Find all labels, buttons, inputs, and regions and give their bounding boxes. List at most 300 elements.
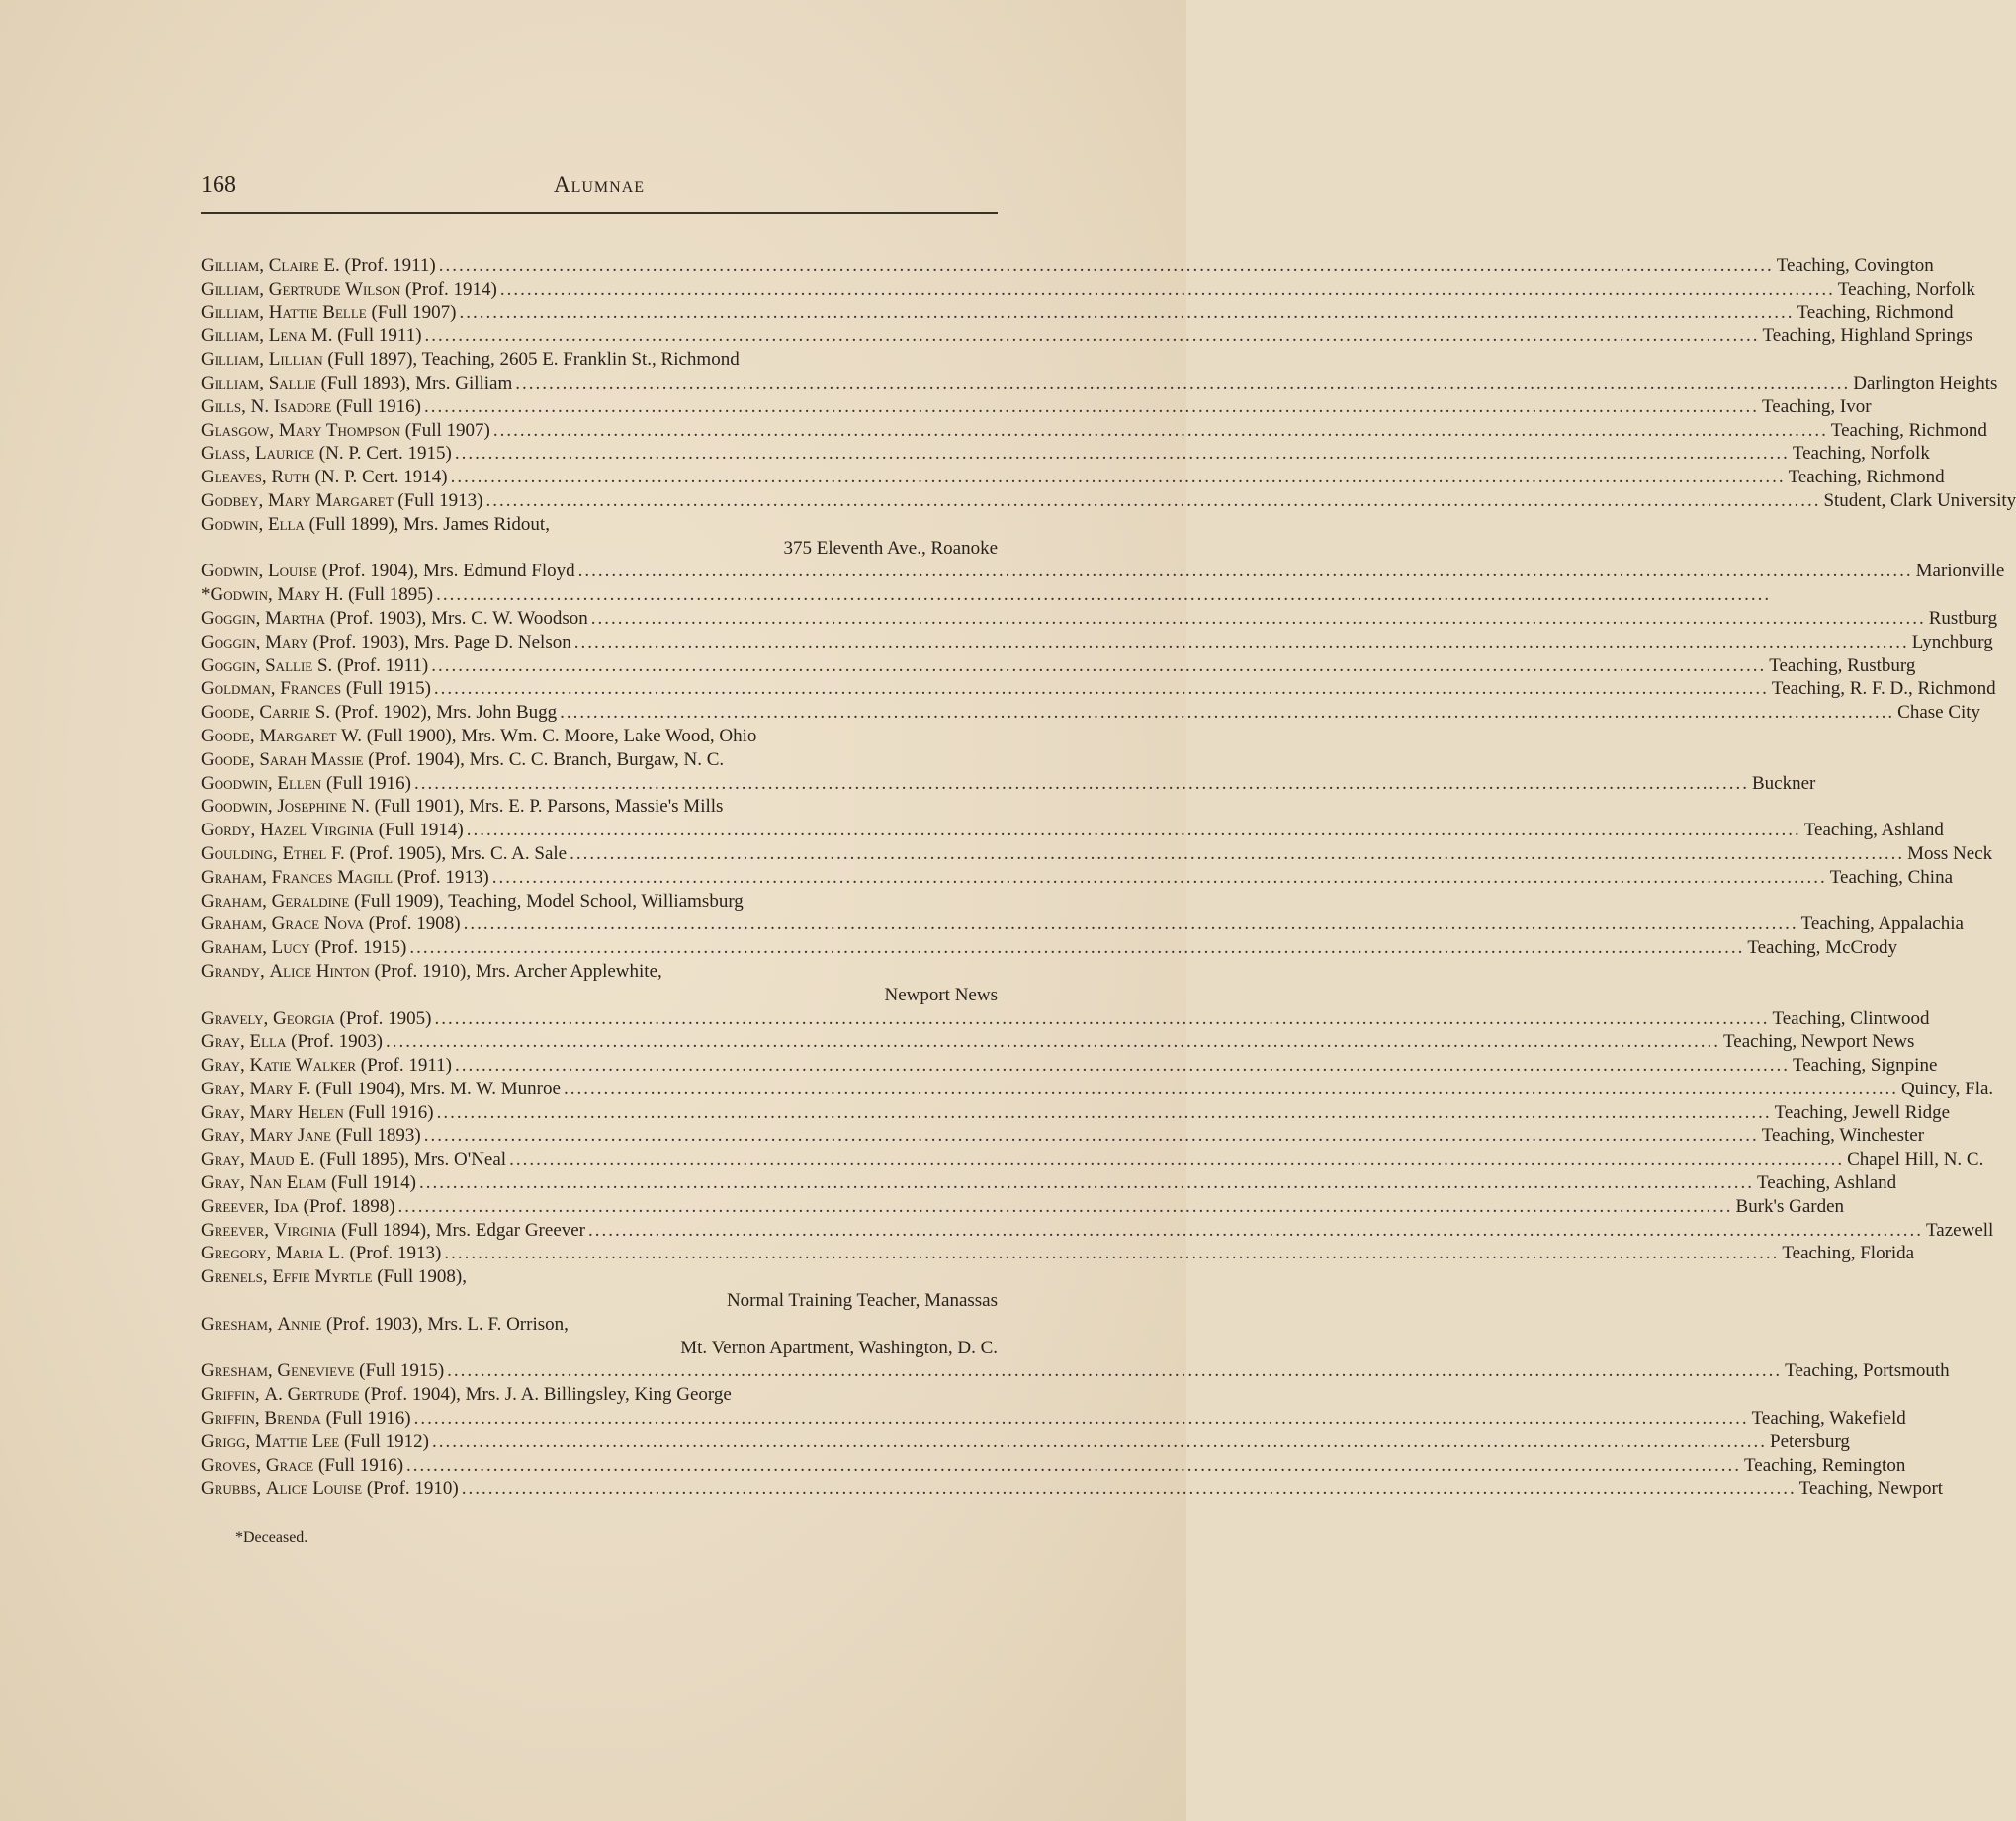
entry-name	[201, 748, 724, 772]
entry-details: (Full 1915)	[354, 1360, 445, 1382]
entry-details: (Prof. 1903), Mrs. Page D. Nelson	[307, 631, 571, 652]
entry-surname: Greever,	[201, 1195, 270, 1217]
entry-name	[201, 1195, 395, 1219]
entry-name	[201, 890, 744, 913]
dot-leader: ........................................................................................................................................................................................................	[413, 1408, 1749, 1430]
dot-leader: ........................................................................................................................................................................................................	[436, 1101, 1772, 1123]
entry-name	[201, 1054, 452, 1078]
entry-name	[201, 302, 457, 325]
entry-given-name: Brenda	[264, 1408, 321, 1430]
entry-surname: Grandy,	[201, 960, 265, 982]
entry-name	[201, 348, 740, 372]
entry-details: (Full 1914)	[326, 1172, 417, 1194]
dot-leader: ........................................................................................................................................................................................................	[406, 1454, 1742, 1476]
entry-destination: Teaching, Newport	[1798, 1478, 1944, 1500]
entry-surname: Graham,	[201, 937, 267, 959]
list-item	[201, 489, 2016, 513]
entry-given-name: Mary Jane	[249, 1125, 331, 1147]
entry-continuation: Mt. Vernon Apartment, Washington, D. C.	[680, 1337, 998, 1358]
entry-details: (Full 1899), Mrs. James Ridout,	[304, 513, 550, 535]
entry-details: F. (Full 1904), Mrs. M. W. Munroe	[293, 1078, 561, 1099]
entry-surname: Goggin,	[201, 654, 261, 676]
entry-details: (Full 1907)	[366, 302, 457, 323]
entry-name	[201, 1078, 561, 1101]
entry-details: (Full 1893), Mrs. Gilliam	[315, 372, 513, 393]
entry-details: (Prof. 1904), Mrs. Edmund Floyd	[316, 561, 575, 582]
list-item	[201, 466, 1945, 489]
entry-surname: Goode,	[201, 702, 255, 724]
entry-name	[201, 1030, 383, 1054]
entry-surname: Goldman,	[201, 678, 276, 700]
entry-name	[201, 254, 436, 278]
entry-continuation: Normal Training Teacher, Manassas	[726, 1290, 998, 1312]
entry-surname: Goggin,	[201, 631, 261, 652]
entry-surname: Godwin,	[201, 513, 264, 535]
list-item	[201, 866, 1954, 890]
entry-given-name: Lena	[268, 325, 307, 347]
entry-given-name: N. Isadore	[250, 395, 332, 417]
entry-given-name: Katie Walker	[249, 1055, 357, 1077]
entry-given-name: Martha	[265, 607, 325, 629]
entry-surname: Grubbs,	[201, 1478, 262, 1500]
entry-surname: Goode,	[201, 748, 255, 770]
entry-surname: Glasgow,	[201, 419, 275, 441]
entry-name	[201, 701, 557, 725]
entry-name	[201, 842, 567, 866]
entry-details: (Full 1916)	[343, 1101, 434, 1123]
entry-details: (Full 1897), Teaching, 2605 E. Franklin St., Richmond	[322, 349, 740, 371]
entry-name	[201, 631, 571, 654]
dot-leader: ........................................................................................................................................................................................................	[433, 678, 1769, 700]
entry-name	[201, 1454, 403, 1478]
entry-surname: Goodwin,	[201, 796, 273, 818]
entry-given-name: Mary Thompson	[278, 419, 401, 441]
entry-destination: Teaching, Newport News	[1723, 1031, 1915, 1053]
entry-surname: Gills,	[201, 395, 246, 417]
dot-leader: ........................................................................................................................................................................................................	[450, 467, 1786, 488]
entry-destination: Burk's Garden	[1735, 1195, 1845, 1217]
dot-leader: ........................................................................................................................................................................................................	[588, 1219, 1924, 1241]
entry-details: W. (Full 1900), Mrs. Wm. C. Moore, Lake Wood, Ohio	[336, 725, 757, 746]
list-item	[201, 1359, 1950, 1383]
entry-continuation: 375 Eleventh Ave., Roanoke	[783, 537, 998, 559]
entry-name	[201, 654, 428, 678]
entry-name	[201, 866, 489, 890]
entry-surname: Gresham,	[201, 1313, 273, 1335]
entry-surname: Goode,	[201, 725, 255, 746]
list-item	[201, 1265, 998, 1289]
list-item	[201, 1101, 1951, 1125]
entry-given-name: Mary	[277, 584, 321, 606]
list-item	[201, 1054, 1938, 1078]
list-item	[201, 1171, 1897, 1195]
entry-surname: Griffin,	[201, 1408, 260, 1430]
list-item	[201, 1195, 1845, 1219]
entry-destination: Teaching, Remington	[1744, 1454, 1906, 1476]
entry-details: E. (Prof. 1911)	[318, 255, 436, 276]
entry-details: S. (Prof. 1902), Mrs. John Bugg	[310, 702, 558, 724]
list-item	[201, 819, 1944, 842]
dot-leader: ........................................................................................................................................................................................................	[434, 1007, 1770, 1029]
entry-surname: Gray,	[201, 1078, 245, 1099]
entry-details: (Prof. 1903), Mrs. C. W. Woodson	[325, 607, 588, 629]
list-item	[201, 772, 1816, 796]
entry-name	[201, 819, 464, 842]
entry-name	[201, 1431, 429, 1454]
dot-leader: ........................................................................................................................................................................................................	[491, 866, 1827, 888]
entry-surname: Groves,	[201, 1454, 262, 1476]
entry-surname: Gray,	[201, 1031, 245, 1053]
entry-details: (N. P. Cert. 1915)	[314, 443, 452, 465]
entry-name	[201, 607, 588, 631]
entry-details: S. (Prof. 1911)	[312, 654, 429, 676]
list-item	[201, 795, 998, 819]
list-item	[201, 960, 998, 984]
entry-name	[201, 772, 411, 796]
dot-leader: ........................................................................................................................................................................................................	[454, 1055, 1790, 1077]
entry-destination: Teaching, Richmond	[1797, 302, 1954, 323]
entry-name	[201, 1359, 444, 1383]
list-item	[201, 912, 1964, 936]
entry-surname: Griffin,	[201, 1384, 260, 1406]
entry-details: (Full 1909), Teaching, Model School, Williamsburg	[349, 890, 744, 911]
entry-surname: Glass,	[201, 443, 251, 465]
entry-given-name: Carrie	[259, 702, 311, 724]
entry-details: (Prof. 1910), Mrs. Archer Applewhite,	[369, 960, 662, 982]
list-item	[201, 302, 1954, 325]
entry-surname: Greever,	[201, 1219, 270, 1241]
entry-details: (Full 1916)	[313, 1454, 404, 1476]
entry-details: (Full 1915)	[341, 678, 431, 700]
entry-details: (Full 1908),	[372, 1266, 467, 1288]
entry-given-name: Annie	[277, 1313, 322, 1335]
entry-details: (Prof. 1914)	[400, 278, 497, 300]
dot-leader: ........................................................................................................................................................................................................	[499, 278, 1835, 300]
entry-given-name: Sallie	[265, 654, 313, 676]
entry-name	[201, 395, 421, 419]
entry-given-name: Mary	[249, 1078, 294, 1099]
entry-surname: Gray,	[201, 1172, 245, 1194]
entry-destination: Teaching, Norfolk	[1792, 443, 1930, 465]
entry-surname: Grigg,	[201, 1431, 251, 1452]
list-item	[201, 419, 1987, 443]
list-item	[201, 607, 1998, 631]
dot-leader: ........................................................................................................................................................................................................	[419, 1172, 1755, 1194]
entry-details: (Prof. 1898)	[298, 1195, 395, 1217]
entry-given-name: Margaret	[259, 725, 337, 746]
list-item	[201, 1477, 1944, 1501]
entry-name	[201, 583, 433, 607]
entry-destination: Tazewell	[1926, 1219, 1994, 1241]
entry-given-name: Mary Margaret	[268, 489, 394, 511]
list-item	[201, 1383, 998, 1407]
entry-details: (Prof. 1911)	[356, 1055, 452, 1077]
entry-destination: Quincy, Fla.	[1900, 1078, 1994, 1099]
entry-surname: Gray,	[201, 1055, 245, 1077]
entry-name	[201, 1477, 459, 1501]
dot-leader: ........................................................................................................................................................................................................	[563, 1078, 1898, 1099]
entry-destination: Teaching, Jewell Ridge	[1774, 1101, 1951, 1123]
entry-destination: Teaching, Wakefield	[1751, 1408, 1906, 1430]
entry-name	[201, 1383, 732, 1407]
entry-destination: Teaching, Richmond	[1830, 419, 1987, 441]
entry-given-name: Josephine	[277, 796, 347, 818]
dot-leader: ........................................................................................................................................................................................................	[590, 607, 1926, 629]
entry-given-name: Lillian	[268, 349, 323, 371]
entry-details: (Prof. 1903)	[286, 1031, 384, 1053]
entry-name	[201, 1407, 411, 1431]
entry-details: (Full 1912)	[339, 1431, 430, 1452]
dot-leader: ........................................................................................................................................................................................................	[436, 584, 1772, 606]
entry-details: (Full 1893)	[330, 1125, 421, 1147]
entry-destination: Teaching, Ashland	[1757, 1172, 1897, 1194]
entry-details: (Prof. 1903), Mrs. L. F. Orrison,	[321, 1313, 569, 1335]
entry-details: (N. P. Cert. 1914)	[309, 467, 448, 488]
entry-destination: Rustburg	[1928, 607, 1998, 629]
entry-details: (Full 1913)	[393, 489, 483, 511]
dot-leader: ........................................................................................................................................................................................................	[466, 820, 1801, 841]
dot-leader: ........................................................................................................................................................................................................	[560, 702, 1895, 724]
entry-continuation: Newport News	[884, 984, 998, 1005]
entry-given-name: Frances Magill	[271, 866, 394, 888]
entry-surname: Gilliam,	[201, 302, 264, 323]
entry-surname: Graham,	[201, 913, 267, 935]
dot-leader: ........................................................................................................................................................................................................	[463, 913, 1798, 935]
list-item	[201, 984, 998, 1007]
entry-destination: Teaching, Winchester	[1761, 1125, 1925, 1147]
dot-leader: ........................................................................................................................................................................................................	[454, 443, 1790, 465]
entry-destination: Teaching, Richmond	[1788, 467, 1945, 488]
entry-name	[201, 1265, 467, 1289]
entry-details: (Full 1916)	[321, 772, 411, 794]
entry-given-name: Mary	[265, 631, 308, 652]
list-item	[201, 442, 1930, 466]
entry-given-name: Virginia	[273, 1219, 337, 1241]
running-head: Alumnae	[553, 172, 646, 197]
entry-surname: Gilliam,	[201, 325, 264, 347]
entry-name	[201, 795, 723, 819]
entry-details: (Full 1914)	[373, 820, 464, 841]
list-item	[201, 1407, 1906, 1431]
entry-destination: Teaching, Florida	[1782, 1243, 1915, 1264]
list-item	[201, 278, 1975, 302]
list-item	[201, 1148, 1984, 1171]
entry-name	[201, 442, 452, 466]
entry-name	[201, 1148, 506, 1171]
entry-surname: Goggin,	[201, 607, 261, 629]
entry-destination: Teaching, Clintwood	[1772, 1007, 1930, 1029]
entry-details: (Prof. 1913)	[393, 866, 489, 888]
list-item	[201, 537, 998, 561]
entry-destination: Teaching, Covington	[1776, 255, 1934, 276]
entry-surname: *Godwin,	[201, 584, 273, 606]
entry-given-name: Maria	[275, 1243, 324, 1264]
entry-details: N. (Full 1901), Mrs. E. P. Parsons, Massie's Mills	[346, 796, 724, 818]
entry-given-name: Grace	[265, 1454, 314, 1476]
entry-surname: Godbey,	[201, 489, 264, 511]
entry-surname: Gilliam,	[201, 372, 264, 393]
entry-name	[201, 560, 575, 583]
entry-name	[201, 936, 406, 960]
entry-details: (Prof. 1905)	[334, 1007, 432, 1029]
entry-details: (Prof. 1904), Mrs. J. A. Billingsley, King George	[359, 1384, 732, 1406]
dot-leader: ........................................................................................................................................................................................................	[438, 255, 1774, 276]
dot-leader: ........................................................................................................................................................................................................	[515, 372, 1851, 393]
entry-name	[201, 912, 461, 936]
entry-surname: Gray,	[201, 1125, 245, 1147]
entry-given-name: Mattie Lee	[255, 1431, 340, 1452]
entry-name	[201, 960, 662, 984]
list-item	[201, 513, 998, 537]
entry-name	[201, 1124, 421, 1148]
entry-given-name: Sarah Massie	[259, 748, 364, 770]
list-item	[201, 890, 998, 913]
entry-given-name: Effie Myrtle	[272, 1266, 373, 1288]
list-item	[201, 701, 1981, 725]
list-item	[201, 372, 1998, 395]
page-header	[201, 168, 998, 214]
list-item	[201, 1078, 1994, 1101]
entry-destination: Teaching, Highland Springs	[1762, 325, 1972, 347]
list-item	[201, 748, 998, 772]
entry-destination: Moss Neck	[1907, 842, 1993, 864]
entry-name	[201, 1313, 569, 1337]
entry-name	[201, 1242, 441, 1265]
list-item	[201, 1289, 998, 1313]
dot-leader: ........................................................................................................................................................................................................	[424, 395, 1760, 417]
entry-details: (Full 1907)	[400, 419, 490, 441]
entry-given-name: Laurice	[255, 443, 315, 465]
entry-destination: Chase City	[1897, 702, 1981, 724]
entry-given-name: Hattie Belle	[268, 302, 367, 323]
entry-surname: Gilliam,	[201, 255, 264, 276]
entry-name	[201, 725, 756, 748]
entry-destination: Student, Clark University	[1823, 489, 2016, 511]
entry-given-name: Mary Helen	[249, 1101, 344, 1123]
entry-destination: Teaching, Appalachia	[1800, 913, 1964, 935]
entry-details: (Prof. 1915)	[309, 937, 407, 959]
list-item	[201, 936, 1898, 960]
entry-details: (Full 1916)	[331, 395, 422, 417]
list-item	[201, 1219, 1994, 1243]
entry-name	[201, 513, 550, 537]
entry-given-name: Grace Nova	[271, 913, 364, 935]
entry-details: E. (Full 1895), Mrs. O'Neal	[294, 1149, 507, 1171]
entry-given-name: Alice Hinton	[269, 960, 370, 982]
entry-given-name: Ellen	[277, 772, 322, 794]
entry-destination: Marionville	[1915, 561, 2005, 582]
dot-leader: ........................................................................................................................................................................................................	[444, 1243, 1780, 1264]
list-item	[201, 560, 2005, 583]
entry-name	[201, 1219, 585, 1243]
entry-destination: Teaching, Portsmouth	[1785, 1360, 1950, 1382]
list-item	[201, 1431, 1850, 1454]
footnote: *Deceased.	[235, 1529, 308, 1546]
entry-destination: Buckner	[1751, 772, 1816, 794]
list-item	[201, 395, 1872, 419]
list-item	[201, 1313, 998, 1337]
entry-surname: Gordy,	[201, 820, 256, 841]
entry-name	[201, 466, 448, 489]
entry-destination: Teaching, Ivor	[1762, 395, 1872, 417]
list-item	[201, 1124, 1925, 1148]
entry-destination: Teaching, McCrody	[1747, 937, 1898, 959]
entry-name	[201, 372, 512, 395]
entry-surname: Grenels,	[201, 1266, 268, 1288]
entry-given-name: Gertrude Wilson	[268, 278, 401, 300]
entry-surname: Gleaves,	[201, 467, 267, 488]
entry-name	[201, 489, 482, 513]
entry-given-name: Ida	[273, 1195, 299, 1217]
dot-leader: ........................................................................................................................................................................................................	[386, 1031, 1721, 1053]
entry-given-name: Hazel Virginia	[260, 820, 374, 841]
entry-destination: Lynchburg	[1911, 631, 1993, 652]
entry-given-name: Georgia	[272, 1007, 335, 1029]
entry-given-name: Alice Louise	[265, 1478, 363, 1500]
dot-leader: ........................................................................................................................................................................................................	[492, 419, 1828, 441]
dot-leader: ........................................................................................................................................................................................................	[461, 1478, 1797, 1500]
list-item	[201, 583, 1772, 607]
entry-name	[201, 1171, 416, 1195]
dot-leader: ........................................................................................................................................................................................................	[431, 654, 1767, 676]
entry-given-name: Ella	[249, 1031, 287, 1053]
dot-leader: ........................................................................................................................................................................................................	[573, 631, 1909, 652]
list-item	[201, 631, 1993, 654]
entry-given-name: Genevieve	[277, 1360, 355, 1382]
entry-surname: Gregory,	[201, 1243, 272, 1264]
list-item	[201, 1007, 1930, 1031]
entry-name	[201, 278, 497, 302]
entry-details: (Full 1916)	[320, 1408, 411, 1430]
entry-details: L. (Prof. 1913)	[323, 1243, 442, 1264]
entry-given-name: Lucy	[271, 937, 310, 959]
entry-name	[201, 324, 422, 348]
entry-surname: Graham,	[201, 866, 267, 888]
entry-surname: Gresham,	[201, 1360, 273, 1382]
entry-surname: Gray,	[201, 1101, 245, 1123]
entry-details: (Prof. 1910)	[362, 1478, 459, 1500]
entry-given-name: Geraldine	[271, 890, 350, 911]
entry-given-name: Nan Elam	[249, 1172, 327, 1194]
entry-name	[201, 1007, 431, 1031]
entry-given-name: Sallie	[268, 372, 316, 393]
dot-leader: ........................................................................................................................................................................................................	[570, 842, 1905, 864]
list-item	[201, 1030, 1915, 1054]
dot-leader: ........................................................................................................................................................................................................	[409, 937, 1745, 959]
entry-destination: Chapel Hill, N. C.	[1847, 1149, 1984, 1171]
entry-destination: Teaching, Norfolk	[1837, 278, 1975, 300]
list-item	[201, 654, 1916, 678]
entry-given-name: A. Gertrude	[264, 1384, 360, 1406]
entry-given-name: Frances	[280, 678, 342, 700]
entry-name	[201, 419, 490, 443]
dot-leader: ........................................................................................................................................................................................................	[577, 561, 1913, 582]
entry-surname: Gilliam,	[201, 278, 264, 300]
entry-destination: Teaching, Ashland	[1803, 820, 1944, 841]
entry-surname: Gravely,	[201, 1007, 269, 1029]
entry-destination: Teaching, R. F. D., Richmond	[1771, 678, 1996, 700]
entry-details: M. (Full 1911)	[307, 325, 422, 347]
entry-surname: Godwin,	[201, 561, 264, 582]
entry-name	[201, 677, 431, 701]
list-item	[201, 348, 998, 372]
dot-leader: ........................................................................................................................................................................................................	[423, 1125, 1759, 1147]
entry-given-name: Claire	[268, 255, 319, 276]
page-number: 168	[201, 172, 236, 198]
entry-surname: Goulding,	[201, 842, 278, 864]
entry-name	[201, 1101, 434, 1125]
entry-destination: Darlington Heights	[1853, 372, 1998, 393]
